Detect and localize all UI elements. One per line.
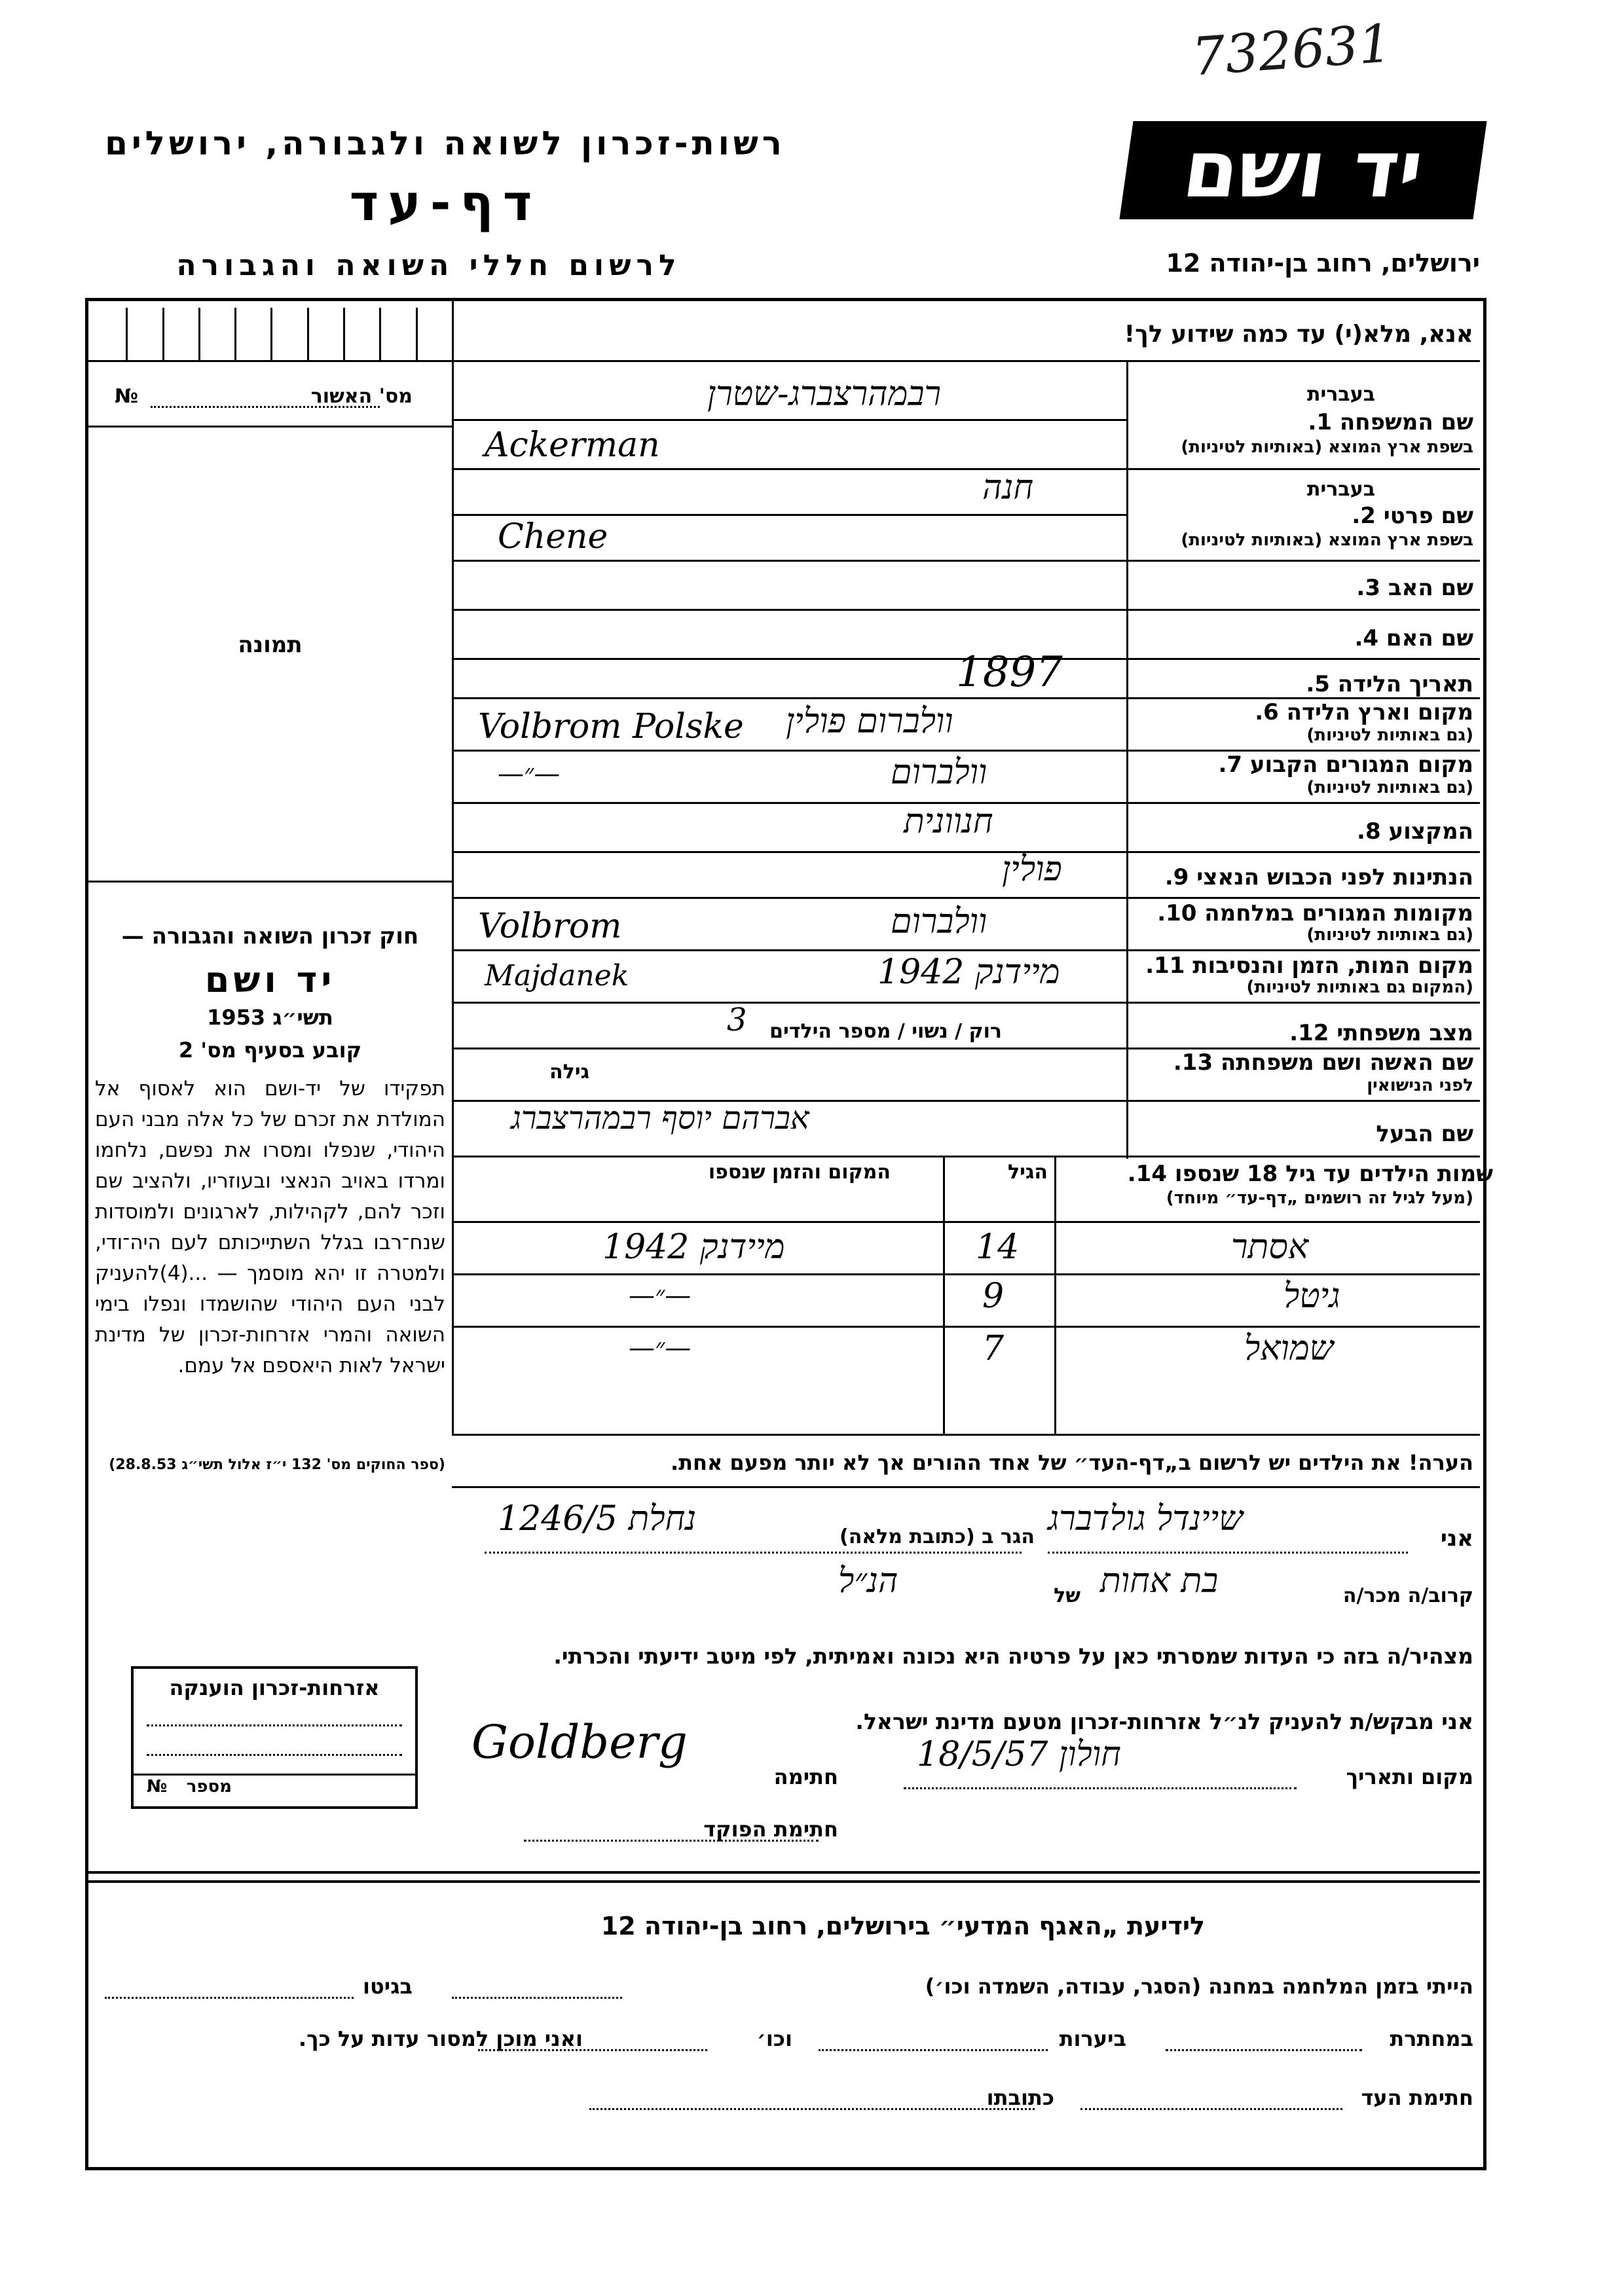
- bottom-address-field[interactable]: [589, 2108, 1035, 2110]
- field13-label: שם האשה ושם משפחתה 13.: [1173, 1049, 1473, 1076]
- law-clause: קובע בסעיף מס' 2: [178, 1038, 362, 1063]
- approval-number-field[interactable]: [151, 406, 380, 408]
- child1-name[interactable]: אסתר: [1231, 1228, 1309, 1267]
- children-table-bottom: [452, 1434, 1480, 1436]
- field1-value-he[interactable]: רבמהרצברג-שטרן: [707, 374, 942, 414]
- field8-value[interactable]: חנוונית: [904, 802, 993, 841]
- approval-label: מס' האשור: [310, 385, 413, 408]
- child2-row-bottom: [452, 1326, 1480, 1328]
- children-header-bottom: [452, 1221, 1480, 1223]
- declarant-i-label: אני: [1440, 1525, 1473, 1552]
- child2-place[interactable]: —״—: [629, 1281, 692, 1311]
- citizenship-number-label: מספר: [186, 1777, 232, 1796]
- field8-label: המקצוע 8.: [1357, 818, 1473, 845]
- photo-top-border: [88, 426, 452, 428]
- field6-label: מקום וארץ הלידה 6.: [1255, 699, 1473, 725]
- field1-sub-latin: בשפת ארץ המוצא (באותיות לטיניות): [1181, 437, 1473, 457]
- row8-bottom: [452, 851, 1480, 853]
- field5-label: תאריך הלידה 5.: [1306, 671, 1473, 697]
- children-label: שמות הילדים עד גיל 18 שנספו 14.: [1127, 1161, 1493, 1187]
- declarant-name-line: [1048, 1552, 1408, 1554]
- citizenship-title: אזרחות-זכרון הוענקה: [169, 1675, 380, 1700]
- place-date-label: מקום ותאריך: [1346, 1764, 1473, 1789]
- bottom-forests-label: ביערות: [1059, 2026, 1126, 2051]
- place-date-value[interactable]: חולון 18/5/57: [917, 1735, 1121, 1774]
- field10-value[interactable]: וולברום: [891, 902, 987, 941]
- row9-bottom: [452, 897, 1480, 899]
- field2-label: שם פרטי 2.: [1352, 503, 1473, 529]
- place-date-line: [904, 1787, 1297, 1789]
- bottom-ghetto-label: בגיטו: [363, 1974, 413, 1999]
- declarant-relation[interactable]: בת אחות: [1100, 1561, 1219, 1601]
- law-year-he: תשי״ג: [272, 1005, 333, 1030]
- left-top-divider: [88, 360, 452, 362]
- declaration-text: מצהיר/ה בזה כי העדות שמסרתי כאן על פרטיה היא נכונה ואמיתית, לפי מיטב ידיעתי והכרתי.: [553, 1643, 1473, 1669]
- officer-signature-line: [524, 1840, 819, 1842]
- children-note: הערה! את הילדים יש לרשום ב„דף-העד״ של אחד ההורים אך לא יותר מפעם אחת.: [670, 1450, 1473, 1475]
- bottom-camp-line: הייתי בזמן המלחמה במחנה (הסגר, עבודה, השמדה וכו׳): [925, 1974, 1473, 1999]
- row2-mid: [452, 514, 1126, 516]
- field4-label: שם האם 4.: [1354, 625, 1473, 651]
- bottom-underground-field[interactable]: [1166, 2049, 1362, 2051]
- top-row-divider: [452, 360, 1480, 362]
- signature-value[interactable]: Goldberg: [471, 1715, 688, 1769]
- yad-vashem-address: ירושלים, רחוב בן-יהודה 12: [1166, 249, 1480, 278]
- child3-name[interactable]: שמואל: [1244, 1329, 1334, 1368]
- field7-value-latin[interactable]: —״—: [498, 759, 561, 789]
- law-name: יד ושם: [204, 959, 336, 1000]
- child2-age[interactable]: 9: [982, 1277, 1005, 1316]
- bottom-forests-field[interactable]: [819, 2049, 1048, 2051]
- field11-value-latin[interactable]: Majdanek: [485, 959, 629, 993]
- field12-options: רוק / נשוי / מספר הילדים: [769, 1020, 1002, 1043]
- child2-name[interactable]: גיטל: [1283, 1277, 1340, 1316]
- form-subtitle: לרשום חללי השואה והגבורה: [176, 249, 682, 282]
- yad-vashem-logo: יד ושם: [1119, 121, 1486, 219]
- row10-bottom: [452, 949, 1480, 951]
- bottom-witness-sig-field[interactable]: [1080, 2108, 1342, 2110]
- field1-sub-he: בעברית: [1307, 383, 1375, 406]
- photo-bottom-border: [88, 881, 452, 883]
- field6-value-latin[interactable]: Volbrom Polske: [478, 707, 744, 746]
- citizenship-box: [131, 1666, 418, 1809]
- field2-sub-latin: בשפת ארץ המוצא (באותיות לטיניות): [1181, 530, 1473, 550]
- bottom-ready-text: ואני מוכן למסור עדות על כך.: [298, 2026, 583, 2051]
- photo-label: תמונה: [238, 632, 303, 658]
- citizenship-no-mark: №: [147, 1777, 168, 1796]
- law-text: תפקידו של יד-ושם הוא לאסוף אל המולדת את זכרם של כל אלה מבני העם היהודי, שנפלו ומסרו את נפשם, נלחמו ומרדו באויב הנאצי ובעוזריו, ולהציב שם וזכר להם, לקהילות, לארגונים ולמוסדות שנח־רבו בגלל השתייכותם לעם היה־ודי, ולמטרה זו יהא מוסמך — ...(4)להעניק לבני העם היהודי שהושמדו ונפלו בימי השואה והמרי אזרחות-זכרון של מדינת ישראל לאות היאספם אל עמם.: [95, 1077, 445, 1377]
- law-year: 1953: [207, 1005, 266, 1030]
- note-bottom: [452, 1486, 1480, 1488]
- declarant-of-label: של: [1054, 1584, 1080, 1607]
- field7-sub: (גם באותיות לטיניות): [1306, 778, 1473, 797]
- row11-bottom: [452, 1002, 1480, 1004]
- field6-value[interactable]: וולברום פולין: [786, 702, 953, 741]
- law-year-row: [92, 1005, 449, 1030]
- child3-place[interactable]: —״—: [629, 1333, 692, 1363]
- signature-label: חתימה: [773, 1764, 838, 1789]
- husband-label: שם הבעל: [1376, 1121, 1473, 1147]
- code-boxes: [92, 308, 452, 360]
- children-age-col-left: [943, 1156, 945, 1434]
- field1-label: שם המשפחה 1.: [1308, 409, 1473, 435]
- field7-value[interactable]: וולברום: [891, 753, 987, 792]
- field3-label: שם האב 3.: [1356, 575, 1473, 601]
- authority-name: רשות-זכרון לשואה ולגבורה, ירושלים: [105, 124, 786, 162]
- officer-signature-label: חתימת הפוקד: [703, 1817, 838, 1842]
- field12-value[interactable]: 3: [727, 1002, 747, 1038]
- form-title: דף-עד: [349, 173, 542, 232]
- declarant-resides-label: הגר ב (כתובת מלאה): [839, 1525, 1035, 1548]
- children-age-col-right: [1054, 1156, 1056, 1434]
- field11-label: מקום המות, הזמן והנסיבות 11.: [1145, 953, 1473, 979]
- field9-value[interactable]: פולין: [1002, 850, 1062, 889]
- bottom-address-label: כתובתו: [986, 2085, 1054, 2110]
- husband-row-bottom: [452, 1156, 1480, 1157]
- request-text: אני מבקש/ת להעניק לנ״ל אזרחות-זכרון מטעם מדינת ישראל.: [855, 1709, 1473, 1734]
- bottom-ghetto-field[interactable]: [105, 1997, 354, 1999]
- bottom-etc-label: וכו׳: [756, 2026, 792, 2051]
- row1-mid: [452, 419, 1126, 421]
- archive-number: 732631: [1190, 12, 1394, 88]
- row2-bottom: [452, 560, 1480, 562]
- law-source: (ספר החוקים מס' 132 י״ז אלול תשי״ג 28.8.53): [109, 1457, 445, 1473]
- declarant-of-value[interactable]: הנ״ל: [838, 1561, 898, 1601]
- declarant-address[interactable]: נחלת 1246/5: [498, 1499, 697, 1539]
- bottom-separator-1: [88, 1871, 1480, 1874]
- field10-sub: (גם באותיות לטיניות): [1306, 925, 1473, 945]
- left-column-divider: [452, 301, 454, 1434]
- field11-value[interactable]: מיידנק 1942: [877, 953, 1060, 992]
- declarant-name[interactable]: שיינדל גולדברג: [1048, 1499, 1244, 1539]
- child1-age[interactable]: 14: [976, 1228, 1020, 1267]
- children-place-header: המקום והזמן שנספו: [708, 1161, 891, 1184]
- field6-sub: (גם באותיות לטיניות): [1306, 725, 1473, 745]
- field9-label: הנתינות לפני הכבוש הנאצי 9.: [1164, 864, 1473, 890]
- child1-place[interactable]: מיידנק 1942: [602, 1228, 785, 1267]
- row1-bottom: [452, 468, 1480, 470]
- field2-value-he[interactable]: חנה: [982, 468, 1034, 507]
- row3-bottom: [452, 609, 1480, 611]
- field5-value[interactable]: 1897: [956, 648, 1063, 697]
- field13-sub: לפני הנישואין: [1367, 1076, 1473, 1095]
- bottom-title: לידיעת „האגף המדעי״ בירושלים, רחוב בן-יהודה 12: [600, 1912, 1205, 1941]
- children-sub: (מעל לגיל זה רושמים „דף-עד״ מיוחד): [1166, 1188, 1473, 1208]
- field2-value-latin[interactable]: Chene: [498, 517, 608, 556]
- bottom-underground-label: במחתרת: [1390, 2026, 1473, 2051]
- law-heading: חוק זכרון השואה והגבורה —: [121, 923, 419, 949]
- field10-value-latin[interactable]: Volbrom: [478, 907, 622, 946]
- label-column-divider: [1126, 360, 1128, 1159]
- child1-row-bottom: [452, 1273, 1480, 1275]
- field10-label: מקומות המגורים במלחמה 10.: [1157, 900, 1473, 926]
- bottom-witness-sig-label: חתימת העד: [1361, 2085, 1473, 2110]
- instruction-text: אנא, מלא(י) עד כמה שידוע לך!: [1124, 321, 1473, 348]
- field7-label: מקום המגורים הקבוע 7.: [1218, 752, 1473, 778]
- bottom-separator-2: [88, 1880, 1480, 1883]
- field2-sub-he: בעברית: [1307, 478, 1375, 501]
- bottom-camp-field[interactable]: [452, 1997, 622, 1999]
- declarant-address-line: [485, 1552, 1022, 1554]
- children-age-header: הגיל: [1008, 1161, 1048, 1184]
- child3-age[interactable]: 7: [982, 1329, 1005, 1368]
- field11-sub: (המקום גם באותיות לטיניות): [1246, 977, 1473, 997]
- field13-age-label: גילה: [549, 1061, 589, 1084]
- husband-value[interactable]: אברהם יוסף רבמהרצברג: [511, 1100, 809, 1137]
- declarant-relative-label: קרוב/ה מכר/ה: [1342, 1584, 1473, 1607]
- field12-label: מצב משפחתי 12.: [1289, 1020, 1473, 1046]
- approval-no-mark: №: [115, 385, 139, 408]
- field1-value-latin[interactable]: Ackerman: [485, 426, 660, 465]
